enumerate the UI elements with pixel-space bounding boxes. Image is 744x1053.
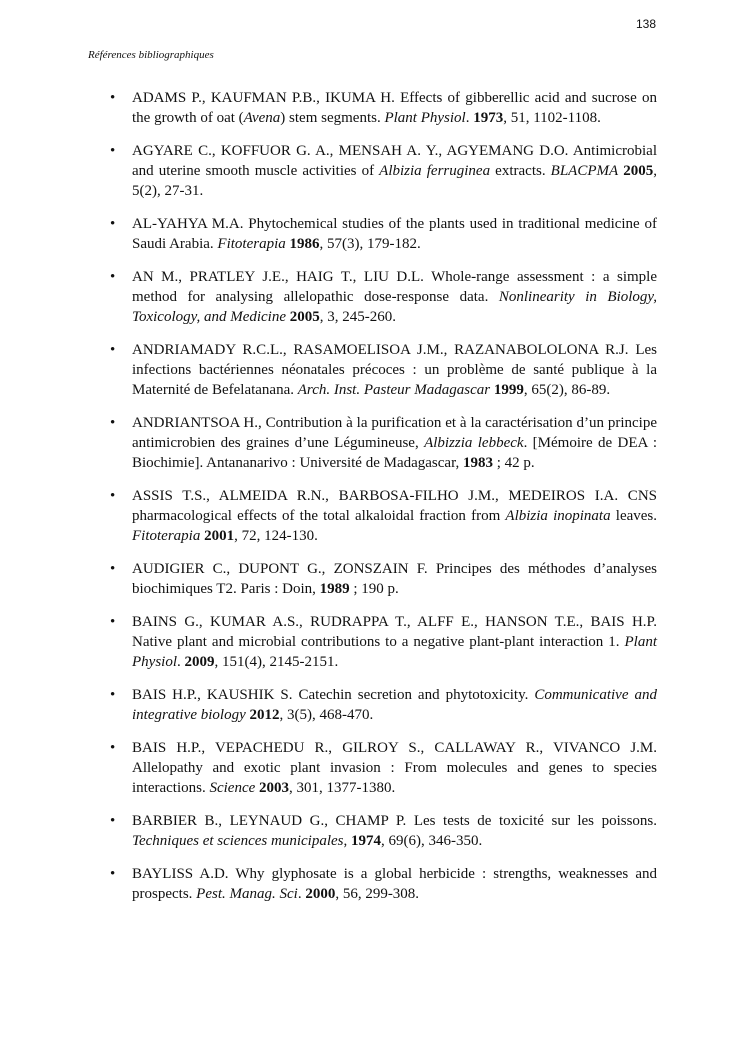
bullet-icon: •: [110, 866, 116, 882]
italic-text: Nonlinearity in Biology, Toxicology, and Medicine: [132, 289, 657, 325]
reference-item: [110, 612, 657, 672]
reference-text: leaves.: [610, 508, 658, 524]
italic-text: Avena: [243, 110, 281, 126]
year-text: 1989: [319, 581, 350, 597]
italic-text: BLACPMA: [550, 163, 619, 179]
bullet-icon: •: [110, 143, 116, 159]
reference-item: [110, 267, 657, 327]
year-text: 2009: [184, 654, 215, 670]
bullet-icon: •: [110, 561, 116, 577]
reference-item: [110, 559, 657, 599]
reference-item: [110, 88, 657, 128]
bullet-icon: •: [110, 740, 116, 756]
italic-text: Plant Physiol: [132, 634, 657, 670]
bullet-icon: •: [110, 813, 116, 829]
year-text: 1974: [350, 833, 381, 849]
reference-text: ADAMS P., KAUFMAN P.B., IKUMA H. Effects of gibberellic acid and sucrose on the growth of oat (: [132, 90, 657, 126]
reference-text: , 3(5), 468-470.: [279, 707, 374, 723]
italic-text: Plant Physiol: [384, 110, 466, 126]
italic-text: Albizia inopinata: [505, 508, 611, 524]
reference-text: , 65(2), 86-89.: [523, 382, 611, 398]
reference-text: , 51, 1102-1108.: [503, 110, 601, 126]
bullet-icon: •: [110, 342, 116, 358]
bullet-icon: •: [110, 488, 116, 504]
reference-item: [110, 141, 658, 201]
reference-text: ANDRIANTSOA H., Contribution à la purification et à la caractérisation d’un principe antimicrobien des graines d’une Légumineuse,: [132, 415, 657, 451]
year-text: 2000: [305, 886, 336, 902]
bullet-icon: •: [110, 269, 116, 285]
reference-text: ; 190 p.: [349, 581, 399, 597]
reference-text: ANDRIAMADY R.C.L., RASAMOELISOA J.M., RAZANABOLOLONA R.J. Les infections bactériennes néonatales précoces : un problème de santé publique à la Maternité de Befelatanana.: [132, 342, 657, 398]
bullet-icon: •: [110, 216, 116, 232]
italic-text: Fitoterapia: [132, 528, 201, 544]
year-text: 1983: [462, 455, 493, 471]
reference-text: . [Mémoire de DEA : Biochimie]. Antananarivo : Université de Madagascar,: [132, 435, 658, 471]
reference-text: .: [177, 654, 185, 670]
year-text: 1999: [493, 382, 524, 398]
reference-text: , 72, 124-130.: [234, 528, 318, 544]
reference-text: AGYARE C., KOFFUOR G. A., MENSAH A. Y., AGYEMANG D.O. Antimicrobial and uterine smooth muscle activities of: [132, 143, 657, 179]
reference-text: BAIS H.P., KAUSHIK S. Catechin secretion and phytotoxicity.: [132, 687, 535, 703]
year-text: 2005: [289, 309, 320, 325]
italic-text: Fitoterapia: [217, 236, 286, 252]
reference-item: [110, 811, 657, 851]
reference-text: , 56, 299-308.: [335, 886, 420, 902]
bullet-icon: •: [110, 614, 116, 630]
italic-text: Albizzia lebbeck: [424, 435, 524, 451]
reference-list: [110, 88, 658, 917]
reference-text: .: [297, 886, 306, 902]
reference-item: [110, 340, 657, 400]
reference-text: ) stem segments.: [280, 110, 385, 126]
reference-text: AL-YAHYA M.A. Phytochemical studies of the plants used in traditional medicine of Saudi Arabia.: [132, 216, 657, 252]
year-text: 1973: [473, 110, 504, 126]
reference-item: [110, 486, 658, 546]
italic-text: Pest. Manag. Sci: [196, 886, 298, 902]
reference-text: .: [465, 110, 474, 126]
reference-text: extracts.: [490, 163, 551, 179]
reference-text: , 3, 245-260.: [319, 309, 396, 325]
italic-text: Techniques et sciences municipales: [132, 833, 344, 849]
reference-text: ; 42 p.: [492, 455, 535, 471]
reference-text: , 57(3), 179-182.: [319, 236, 421, 252]
reference-text: BARBIER B., LEYNAUD G., CHAMP P. Les tests de toxicité sur les poissons.: [132, 813, 657, 829]
year-text: 2005: [623, 163, 654, 179]
reference-text: , 69(6), 346-350.: [380, 833, 483, 849]
reference-text: , 151(4), 2145-2151.: [214, 654, 339, 670]
reference-text: AN M., PRATLEY J.E., HAIG T., LIU D.L. Whole-range assessment : a simple method for analysing allelopathic dose-response data.: [132, 269, 657, 305]
year-text: 1986: [289, 236, 320, 252]
bullet-icon: •: [110, 90, 116, 106]
bullet-icon: •: [110, 415, 116, 431]
italic-text: Science: [209, 780, 256, 796]
reference-item: [110, 685, 657, 725]
reference-text: , 5(2), 27-31.: [132, 163, 658, 199]
year-text: 2012: [249, 707, 280, 723]
reference-text: AUDIGIER C., DUPONT G., ZONSZAIN F. Principes des méthodes d’analyses biochimiques T2. Paris : Doin,: [132, 561, 657, 597]
italic-text: Communicative and integrative biology: [132, 687, 657, 723]
reference-text: BAIS H.P., VEPACHEDU R., GILROY S., CALLAWAY R., VIVANCO J.M. Allelopathy and exotic plant invasion : From molecules and genes to species interactions.: [132, 740, 657, 796]
reference-text: , 301, 1377-1380.: [289, 780, 396, 796]
bullet-icon: •: [110, 687, 116, 703]
page-number: 138: [636, 17, 657, 31]
reference-item: [110, 214, 657, 254]
reference-item: [110, 413, 658, 473]
year-text: 2001: [204, 528, 235, 544]
reference-text: BAINS G., KUMAR A.S., RUDRAPPA T., ALFF E., HANSON T.E., BAIS H.P. Native plant and microbial contributions to a negative plant-plant interaction 1.: [132, 614, 657, 650]
reference-text: ASSIS T.S., ALMEIDA R.N., BARBOSA-FILHO J.M., MEDEIROS I.A. CNS pharmacological effects of the total alkaloidal fraction from: [132, 488, 657, 524]
reference-text: BAYLISS A.D. Why glyphosate is a global herbicide : strengths, weaknesses and prospects.: [132, 866, 657, 902]
reference-item: [110, 738, 657, 798]
italic-text: Albizia ferruginea: [379, 163, 491, 179]
reference-text: ,: [343, 833, 351, 849]
year-text: 2003: [259, 780, 290, 796]
running-header: Références bibliographiques: [88, 49, 214, 61]
italic-text: Arch. Inst. Pasteur Madagascar: [297, 382, 491, 398]
reference-item: [110, 864, 657, 904]
